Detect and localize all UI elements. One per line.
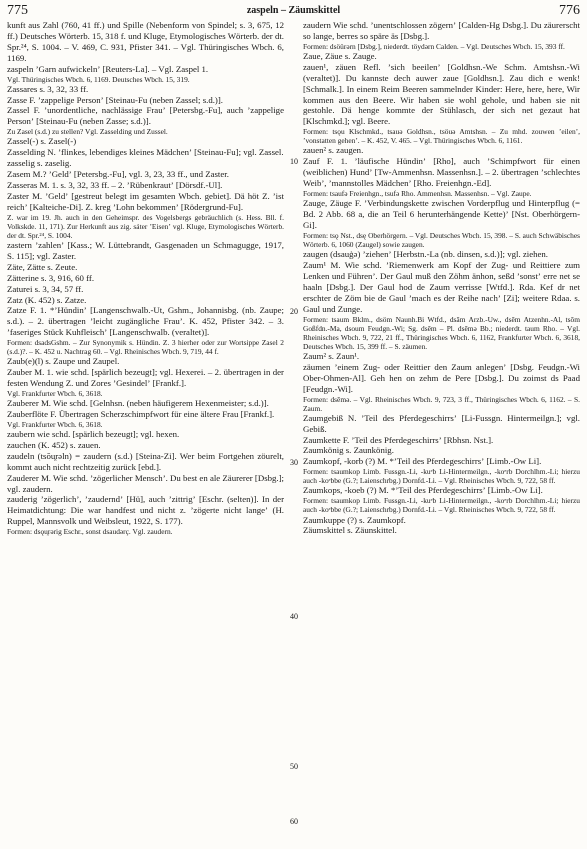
page-number-left: 775 [7,3,28,18]
entry-note: Vgl. Frankfurter Wbch. 6, 3618. [7,389,103,399]
entry-note: Zu Zasel (s.d.) zu stellen? Vgl. Zasselding und Zussel. [7,127,168,137]
dictionary-entry: Zauf F. 1. ʼläufische Hündinʼ [Rho], auch ʼSchimpfwort für einen (weiblichen) Hundʼ [Tw-Ammenhsn. Massenhsn.]. – 2. übertragen ʼschlechtes Weibʼ, ʼmannstolles Mädchenʼ [Rho. Freienhgn.-Ed]. [303,156,580,189]
dictionary-entry: zastern ʼzahlenʼ [Kass.; W. Lüttebrandt, Gasgenaden un Schmagugge, 1917, S. 115]; vgl. Zaster. [7,239,284,261]
dictionary-entry: Zaumkops, -koeb (?) M. *ʼTeil des Pferdegeschirrsʼ [Limb.-Ow Li]. [303,485,543,496]
entry-note: Vgl. Frankfurter Wbch. 6, 3618. [7,419,103,429]
dictionary-entry: Zauber M. 1. wie schd. [spärlich bezeugt]; vgl. Hexerei. – 2. übertragen in der festen Wendung Z. und Zores ʼGesindelʼ [Frankf.]. [7,367,284,389]
dictionary-entry: Zauderer M. Wie schd. ʼzögerlicher Menschʼ. Du best en ale Zäurerer [Dsbg.]; vgl. zaudern. [7,472,284,494]
right-column [303,20,580,536]
dictionary-entry: Zauberflöte F. Übertragen Scherzschimpfwort für eine ältere Frau [Frankf.]. [7,409,275,420]
line-number: 30 [290,458,298,467]
line-number: 20 [290,307,298,316]
dictionary-entry: Zaster M. ʼGeldʼ [gestreut belegt im gesamten Wbch. gebiet]. Dä höt Z. ʼist reichʼ [Kalteiche-Di]. Z. kreg ʼLohn bekommenʼ [Rödergrund-Fu]. [7,190,284,212]
dictionary-entry: zauchen (K. 452) s. zauen. [7,439,101,450]
entry-note: Z. war im 19. Jh. auch in den Geheimspr. des Vogelsbergs gebräuchlich (s. Hess. Bll. f. Volkskde. 11, 171). Zur Herkunft aus zig. sáter ʼEisenʼ vgl. Kluge, Etymologisches Wörterb. der dt. Spr.²⁴, S. 1004. [7,212,284,240]
dictionary-entry: Zäte, Zätte s. Zeute. [7,261,78,272]
dictionary-entry: zaudern Wie schd. ʼunentschlossen zögernʼ [Calden-Hg Dsbg.]. Du zäurerscht so lange, berres so späre äs [Dsbg.]. [303,20,580,41]
line-number: 60 [290,817,298,826]
dictionary-entry: Zasseras M. 1. s. 3, 32, 33 ff. – 2. ʼRübenkrautʼ [Dörsdf.-Ul]. [7,179,223,190]
dictionary-entry: Zätterine s. 3, 916, 60 ff. [7,272,95,283]
entry-note: Formen: tsǫ Nst., dsę Oberhörgern. – Vgl. Deutsches Wbch. 15, 398. – S. auch Schwäbisches Wörterb. 6, 1060 (Zaugel) sowie zaugen. [303,230,580,249]
dictionary-entry: Zaue, Zäue s. Zauge. [303,50,377,61]
entry-note: Formen: tsǫu Klschmkd., tsauə Goldhsn., tsöuə Amtshsn. – Zu mhd. zouwen ʼeilenʼ, ʼvonstatten gehenʼ. – K. 452, V. 465. – Vgl. Thüringisches Wbch. 6, 1161. [303,127,580,146]
dictionary-entry: Zaumkopf, -korb (?) M. *ʼTeil des Pferdegeschirrsʼ [Limb.-Ow Li]. [303,456,542,467]
entry-note: Formen: dsēmə. – Vgl. Rheinisches Wbch. 9, 723, 3 ff., Thüringisches Wbch. 6, 1162. – S. Zaum. [303,394,580,413]
entry-note: Formen: tsaumkop Limb. Fussgn.-Li, -kuᵉb Li-Hintermeilgn., -koᵉrb Dorchlhm.-Li; hierzu auch -koᵉbbe (G.?; Laienschrbg.) Dornfd.-Li. – Vgl. Rheinisches Wbch. 9, 722, 58 ff. [303,467,580,486]
entry-note: Formen: dsöürərn [Dsbg.], niederdt. töydərn Calden. – Vgl. Deutsches Wbch. 15, 393 ff. [303,41,565,51]
entry-note: Vgl. Thüringisches Wbch. 6, 1169. Deutsches Wbch. 15, 319. [7,74,190,84]
dictionary-entry: zaugen (dsauģə) ʼziehenʼ [Herbstn.-La (nb. dinsen, s.d.)]; vgl. ziehen. [303,249,548,260]
dictionary-entry: Zaub(e)(l) s. Zaupe und Zaupel. [7,356,120,367]
dictionary-entry: Zaumkette F. ʼTeil des Pferdegeschirrsʼ [Rbhsn. Nst.]. [303,434,494,445]
line-number: 50 [290,762,298,771]
dictionary-entry: Zassel F. ʼunordentliche, nachlässige Frauʼ [Petersbg.-Fu], auch ʼzappelige Personʼ [Steinau-Fu (neben Zasse; s.d.)]. [7,105,284,127]
running-head: zaspeln – Zäumskittel [246,5,341,16]
dictionary-entry: zaubern wie schd. [spärlich bezeugt]; vgl. hexen. [7,429,180,440]
dictionary-entry: zauen² s. zaugen. [303,145,364,156]
dictionary-entry: Zasse F. ʼzappelige Personʼ [Steinau-Fu (neben Zassel; s.d.)]. [7,94,223,105]
left-column [7,20,284,536]
dictionary-entry: Zauberer M. Wie schd. [Gelnhsn. (neben häufigerem Hexenmeister; s.d.)]. [7,398,269,409]
page-number-right: 776 [559,3,580,18]
dictionary-entry: Zasselding N. ʼflinkes, lebendiges kleines Mädchenʼ [Steinau-Fu]; vgl. Zassel. [7,147,284,158]
entry-note: Formen: tsaum Bklm., dsöm Naunh.Bi Wtfd., dsām Arzb.-Uw., dsēm Atzenhn.-Al, tsōm Goßfdn.-Ma, dsoum Feudgn.-Wi; Sg. dsēm – Pl. dsēmə Bb.; niederdt. taum Rho. – Vgl. Rheinisches Wbch. 9, 722, 21 ff., Thüringisches Wbch. 6, 1162, Frankfurter Wbch. 6, 3618, Deutsches Wbch. 15, 399 ff. – S. zäumen. [303,314,580,351]
dictionary-entry: Zaum¹ M. Wie schd. ʼRiemenwerk am Kopf der Zug- und Reittiere zum Lenken und Führenʼ. Der Gaul muß den Zöhm änhon, seßd ʼsonstʼ erre net se haaln [Dsbg.]. Der Gaul hod de Zaum verrisse [Wtfd.]. Rda. Kef dr net erschter de Zöm bie de Gaul ʼmach es der Reihe nachʼ [Zi]; weitere Rdaa. s. Gaul und Zunge. [303,259,580,314]
dictionary-entry: Zatze F. 1. *ʼHündinʼ [Langenschwalb.-Ut, Gshm., Johannisbg. (nb. Zaupe; s.d.). – 2. übertragen ʼleicht zugängliche Frauʼ. K. 452, Pfister 342. – 3. ʼfaseriges Stück Kuhfleischʼ [Langenschwalb. (veraltet)]. [7,305,284,338]
dictionary-entry: kunft aus Zahl (760, 41 ff.) und Spille (Nebenform von Spindel; s. 3, 675, 12 ff.) Deutsches Wörterb. 15, 318 f. und Kluge, Etymologisches Wörterb. der dt. Spr.²⁴, S. 1004. – V. 469, C. 931, Pfister 341. – Vgl. Thüringisches Wbch. 6, 1169. [7,20,284,63]
dictionary-entry: Zassel(-) s. Zasel(-) [7,136,77,147]
dictionary-entry: Zasem M.? ʼGeldʼ [Petersbg.-Fu], vgl. 3, 23, 33 ff., und Zaster. [7,169,229,180]
line-number: 10 [290,157,298,166]
dictionary-entry: Zaumgebiß N. ʼTeil des Pferdegeschirrsʼ [Li-Fussgn. Hintermeilgn.]; vgl. Gebiß. [303,412,580,434]
dictionary-entry: Zaumkönig s. Zaunkönig. [303,445,394,456]
entry-note: Formen: dsadsGshm. – Zur Synonymik s. Hündin. Z. 3 hierher oder zur Wortsippe Zasel 2 (s.d.)?. – K. 452 u. Nachtrag 60. – Vgl. Rheinisches Wbch. 9, 719, 44 f. [7,338,284,357]
dictionary-entry: Zassares s. 3, 32, 33 ff. [7,83,89,94]
dictionary-entry: zauderig ʼzögerlichʼ, ʼzauderndʼ [Hü], auch ʼzittrigʼ [Eschr. (selten)]. In der Heimatdichtung: Die war handfest und nicht z. ʼzögerte nicht langeʼ (H. Ruppel, Mannsvolk und Weibsleut, 1922, S. 177). [7,494,284,527]
dictionary-entry: Zatz (K. 452) s. Zatze. [7,294,87,305]
dictionary-entry: Zaturei s. 3, 34, 57 ff. [7,283,84,294]
entry-note: Formen: tsaumkop Limb. Fussgn.-Li, -kuᵉb Li-Hintermeilgn., -koᵉrb Dorchlhm.-Li; hierzu auch -koᵉbbe (G.?; Laienschrbg.) Dornfd.-Li. – Vgl. Rheinisches Wbch. 9, 722, 58 ff. [303,496,580,515]
dictionary-entry: zaspeln ʼGarn aufwickelnʼ [Reuters-La]. – Vgl. Zaspel 1. [7,63,209,74]
dictionary-entry: zaudeln (tsōu̯rəln) = zaudern (s.d.) [Steina-Zi]. Wer beim Fortgehen zöurelt, kommt auch nicht rechtzeitig zurück [ebd.]. [7,450,284,472]
entry-note: Formen: tsaufə Freienhgn., tsufə Rho. Ammenhsn. Massenhsn. – Vgl. Zaupe. [303,189,532,199]
dictionary-entry: Zaumkuppe (?) s. Zaumkopf. [303,514,406,525]
dictionary-entry: zäumen ʼeinem Zug- oder Reittier den Zaum anlegenʼ [Dsbg. Feudgn.-Wi Ober-Ohmen-Al]. Geh hen on zehm de Pere [Dsbg.]. Du zoimst ds Paad [Feudgn.-Wi]. [303,361,580,394]
page-header [7,3,580,19]
dictionary-entry: Zauge, Zäuge F. ʼVerbindungskette zwischen Vorderpflug und Hinterpflug (= Bd. 2 Abb. 68 a, die an Teil 6 herunterhängende Kette)ʼ [Nst. Oberhörgern-Gi]. [303,198,580,230]
line-number: 40 [290,612,298,621]
dictionary-entry: zasselig s. zaselig. [7,158,72,169]
dictionary-entry: Zäumskittel s. Zäunskittel. [303,525,397,536]
entry-note: Formen: dsǫu̯rərig Eschr., sonst dsaudərç. Vgl. zaudern. [7,527,173,537]
dictionary-entry: Zaum² s. Zaun¹. [303,350,360,361]
dictionary-entry: zauen¹, zäuen Refl. ʼsich beeilenʼ [Goldhsn.-We Schm. Amtshsn.-Wi (veraltet)]. Du kannste dech auwer zaue [Goldhsn.]. Zau dich e wenk! [Schmalk.]. In einem Reim Beeren sammelnder Kinder: Here, here, here, Wir kommen aus den Beere. Wir haben sie wohl gehole, und haben sie nit gestohle. Dä henge kommte der Stühlasch, der sich net gezaut hat [Klschmkd.]; vgl. Beere. [303,61,580,127]
